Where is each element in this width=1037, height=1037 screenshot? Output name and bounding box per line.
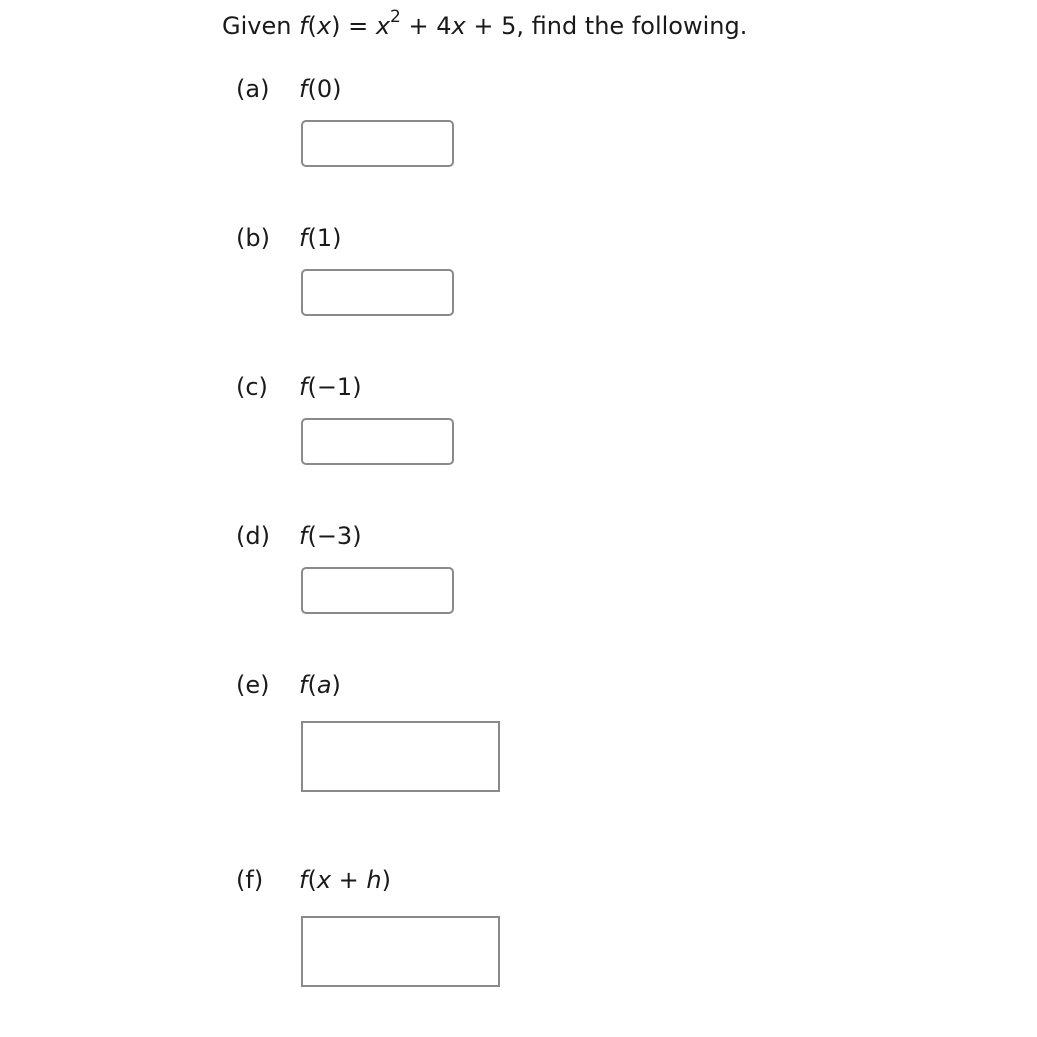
question-x-term: x [375, 12, 391, 40]
part-f-label: (f) [236, 866, 264, 894]
part-d-label: (d) [236, 522, 270, 550]
part-e-paren-open: ( [307, 671, 317, 699]
question-equals: ) = [331, 12, 376, 40]
question-func: f [299, 12, 308, 40]
part-e-paren-close: ) [331, 671, 341, 699]
answer-input-f[interactable] [301, 916, 500, 987]
part-a-label: (a) [236, 75, 270, 103]
part-f-paren-close: ) [381, 866, 391, 894]
part-b-func: f [299, 224, 308, 252]
part-f-var-2: h [366, 866, 382, 894]
answer-input-c[interactable] [301, 418, 454, 465]
part-e-label: (e) [236, 671, 270, 699]
part-b-expression [299, 221, 341, 255]
answer-input-e[interactable] [301, 721, 500, 792]
question-suffix: + 5, find the following. [465, 12, 748, 40]
question-exponent: 2 [390, 7, 401, 27]
question-prefix: Given [222, 12, 300, 40]
part-f-func: f [299, 866, 308, 894]
answer-input-d[interactable] [301, 567, 454, 614]
part-e-expression [299, 668, 341, 702]
part-f-var: x [316, 866, 332, 894]
question-paren: ( [307, 12, 317, 40]
part-c-label: (c) [236, 373, 268, 401]
part-f-expression [299, 863, 391, 897]
part-c-func: f [299, 373, 308, 401]
part-d-func: f [299, 522, 308, 550]
part-c-expression [299, 370, 362, 404]
answer-input-b[interactable] [301, 269, 454, 316]
part-a-func: f [299, 75, 308, 103]
question-text [222, 8, 747, 44]
part-b-label: (b) [236, 224, 270, 252]
question-var: x [316, 12, 332, 40]
part-f-paren-open: ( [307, 866, 317, 894]
part-f-plus: + [331, 866, 367, 894]
question-mid: + 4 [400, 12, 452, 40]
part-d-arg: (−3) [307, 522, 362, 550]
part-a-expression [299, 72, 341, 106]
part-e-func: f [299, 671, 308, 699]
part-d-expression [299, 519, 362, 553]
part-b-arg: (1) [307, 224, 342, 252]
part-a-arg: (0) [307, 75, 342, 103]
part-e-var: a [316, 671, 332, 699]
part-c-arg: (−1) [307, 373, 362, 401]
answer-input-a[interactable] [301, 120, 454, 167]
question-x-term-2: x [451, 12, 466, 40]
